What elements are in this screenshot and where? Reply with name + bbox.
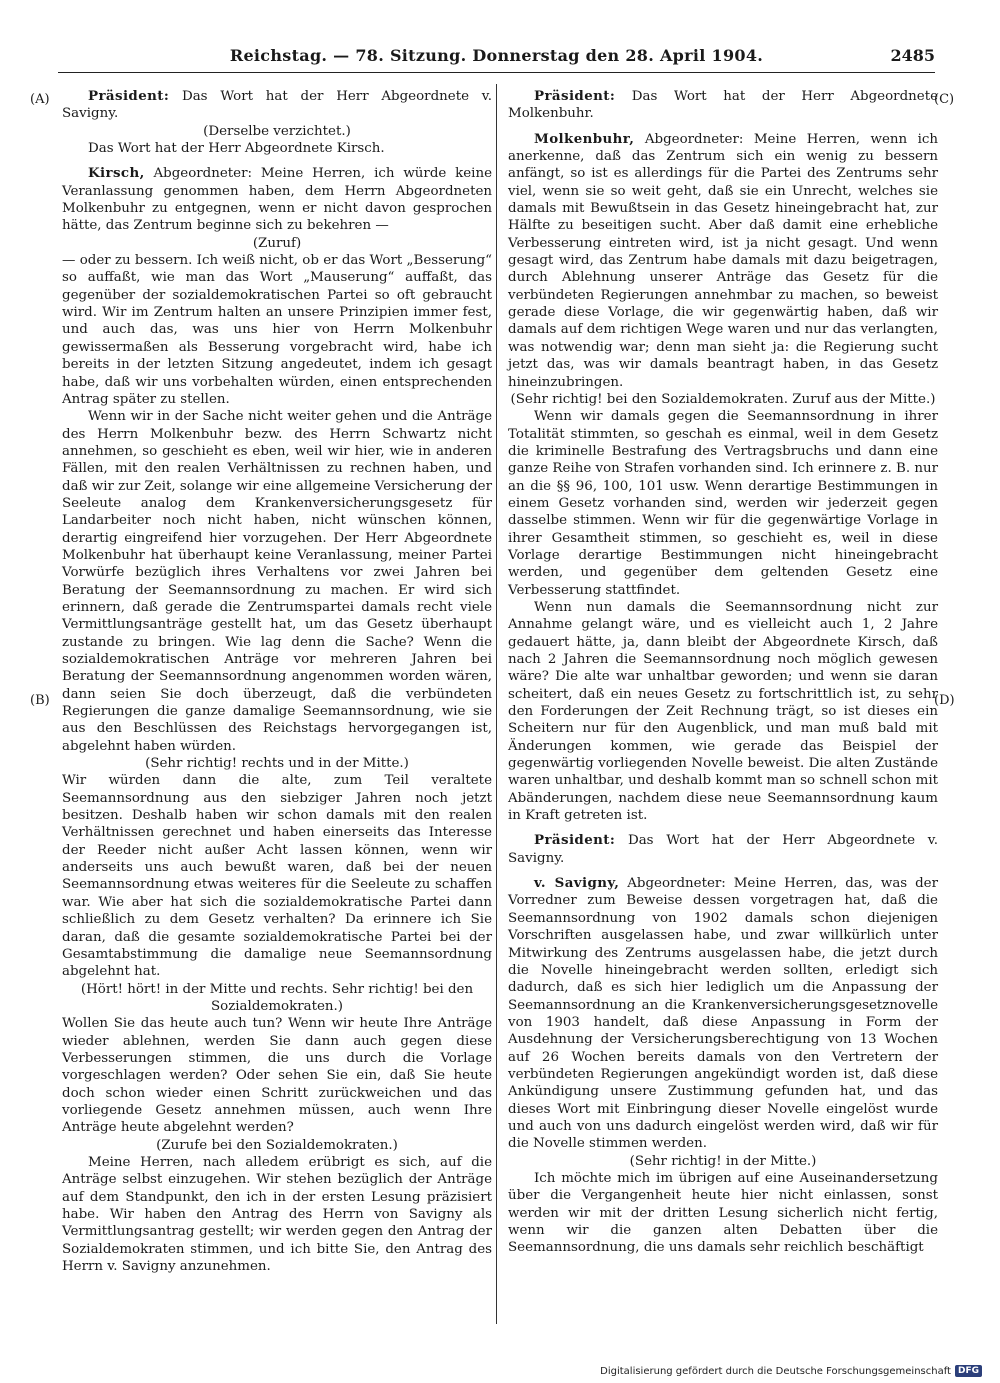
paragraph: Kirsch, Abgeordneter: Meine Herren, ich würde keine Veranlassung genommen haben, dem Herrn Abgeordneten Molkenbuhr zu entgegnen, wenn er nicht davon gesprochen hätte, das Zentrum beginne sich zu bekehren — <box>62 165 492 234</box>
paragraph: Meine Herren, nach alledem erübrigt es sich, auf die Anträge selbst einzugehen. Wir stehen bezüglich der Anträge auf dem Standpunkt, den ich in der ersten Lesung präzisiert habe. Wir haben den Antrag des Herrn von Savigny als Vermittlungsantrag gestellt; wir werden gegen den Antrag der Sozialdemokraten stimmen, und ich bitte Sie, den Antrag des Herrn v. Savigny anzunehmen. <box>62 1154 492 1275</box>
interjection: (Zuruf) <box>252 235 302 251</box>
paragraph: — oder zu bessern. Ich weiß nicht, ob er das Wort „Besserung“ so auffaßt, wie man das Wort „Mauserung“ auffaßt, das gegenüber der sozialdemokratischen Partei so oft gebraucht wird. Wir im Zentrum halten an unsere Prinzipien immer fest, und auch das, was uns hier von Herrn Molkenbuhr gewissermaßen als Besserung vorgebracht wird, habe ich bereits in der letzten Sitzung angedeutet, indem ich gesagt habe, daß wir uns vorbehalten würden, einen entsprechenden Antrag später zu stellen. <box>62 253 492 407</box>
speaker-name: Präsident: <box>534 832 616 849</box>
speaker-name: Präsident: <box>88 88 170 104</box>
paragraph: Präsident: Das Wort hat der Herr Abgeordnete Molkenbuhr. <box>508 88 938 122</box>
margin-marker-d: (D) <box>934 693 955 708</box>
footer-credit: Digitalisierung gefördert durch die Deutsche Forschungsgemeinschaft <box>600 1365 951 1377</box>
interjection: (Derselbe verzichtet.) <box>203 123 351 139</box>
left-column <box>62 88 492 1275</box>
interjection: (Hört! hört! in der Mitte und rechts. Sehr richtig! bei den Sozialdemokraten.) <box>80 981 474 1014</box>
speaker-name: Präsident: <box>534 88 616 104</box>
paragraph: Wenn nun damals die Seemannsordnung nicht zur Annahme gelangt wäre, und es vielleicht auch 1, 2 Jahre gedauert hätte, ja, dann bleibt der Abgeordnete Kirsch, daß nach 2 Jahren die Seemannsordnung noch möglich gewesen wäre? Die alte war unhaltbar geworden; und wenn sie daran scheitert, daß ein neues Gesetz zu fortschrittlich ist, zu sehr den Forderungen der Zeit Rechnung trägt, so ist dieses ein Scheitern nur für den Augenblick, und man muß bald mit Änderungen kommen, wie gerade das Beispiel der gegenwärtig vorliegenden Novelle beweist. Die alten Zustände waren unhaltbar, und deshalb kommt man so schnell schon mit Abänderungen, nachdem diese neue Seemannsordnung kaum in Kraft getreten ist. <box>508 599 938 824</box>
page-header <box>58 42 935 73</box>
paragraph: Präsident: Das Wort hat der Herr Abgeordnete v. Savigny. <box>62 88 492 122</box>
dfg-logo: DFG <box>955 1365 982 1377</box>
speaker-name: v. Savigny, <box>534 875 620 892</box>
margin-marker-a: (A) <box>30 92 50 107</box>
paragraph: Molkenbuhr, Abgeordneter: Meine Herren, wenn ich anerkenne, daß das Zentrum sich ein wenig zu bessern anfängt, so ist es allerdings für die Partei des Zentrums sehr viel, wenn sie so weit geht, daß sie ein Unrecht, welches sie damals mit Bewußtsein in das Gesetz hineingebracht hat, zur Hälfte zu beseitigen sucht. Aber daß damit eine erhebliche Verbesserung eintreten wird, ist ja nicht gesagt. Und wenn gesagt wird, das Zentrum habe damals mit dazu beigetragen, durch Ablehnung unserer Anträge das Gesetz für die verbündeten Regierungen annehmbar zu machen, so beweist gerade diese Vorlage, die wir gegenwärtig haben, daß wir damals auf dem richtigen Wege waren und nur das verlangten, was notwendig war; denn man sieht ja: die Regierung sucht jetzt das, was wir damals beantragt haben, in das Gesetz hineinzubringen. <box>508 130 938 390</box>
paragraph: Wir würden dann die alte, zum Teil veraltete Seemannsordnung aus den siebziger Jahren noch jetzt besitzen. Deshalb haben wir schon damals mit den realen Verhältnissen gerechnet und haben einerseits das Interesse der Reeder nicht außer Acht lassen können, wenn wir anderseits uns auch bewußt waren, daß bei der neuen Seemannsordnung etwas weiteres für die Seeleute zu schaffen war. Wie aber hat sich die sozialdemokratische Partei dann schließlich zu dem Gesetz verhalten? Da erinnere ich Sie daran, daß die gesamte sozialdemokratische Partei bei der Gesamtabstimmung die damalige neue Seemannsordnung abgelehnt hat. <box>62 773 492 980</box>
interjection: (Sehr richtig! rechts und in der Mitte.) <box>145 756 409 772</box>
paragraph: Wenn wir in der Sache nicht weiter gehen und die Anträge des Herrn Molkenbuhr bezw. des Herrn Schwartz nicht annehmen, so geschieht es eben, weil wir hier, wie in anderen Fällen, mit den realen Verhältnissen zu rechnen haben, und daß wir zur Zeit, solange wir eine allgemeine Versicherung der Seeleute analog dem Krankenversicherungsgesetz für Landarbeiter noch nicht haben, nicht wünschen können, derartig eingreifend hier vorzugehen. Der Herr Abgeordnete Molkenbuhr hat überhaupt keine Veranlassung, meiner Partei Vorwürfe bezüglich ihres Verhaltens vor zwei Jahren bei Beratung der Seemannsordnung zu machen. Er wird sich erinnern, daß gerade die Zentrumspartei damals recht viele Vermittlungsanträge gestellt hat, um das Gesetz überhaupt zustande zu bringen. Wie lag denn die Sache? Wenn die sozialdemokratischen Anträge vor mehreren Jahren bei Beratung der Seemannsordnung angenommen worden wären, dann seien Sie doch überzeugt, daß die verbündeten Regierungen die ganze damalige Seemannsordnung, wie sie aus den Beschlüssen des Reichstags hervorgegangen ist, abgelehnt haben würden. <box>62 409 492 754</box>
paragraph: Wollen Sie das heute auch tun? Wenn wir heute Ihre Anträge wieder ablehnen, werden Sie dann auch gegen diese Verbesserungen stimmen, die uns durch die Vorlage vorgeschlagen werden? Oder sehen Sie ein, daß Sie heute doch schon wieder einen Schritt zurückweichen und das vorliegende Gesetz annehmen müssen, auch wenn Ihre Anträge heute abgelehnt werden? <box>62 1016 492 1136</box>
footer <box>600 1365 982 1377</box>
page-number: 2485 <box>890 46 935 65</box>
margin-marker-b: (B) <box>30 693 50 708</box>
running-head: Reichstag. — 78. Sitzung. Donnerstag den 28. April 1904. <box>229 46 764 65</box>
margin-marker-c: (C) <box>934 92 955 107</box>
paragraph: Präsident: Das Wort hat der Herr Abgeordnete v. Savigny. <box>508 832 938 866</box>
right-column <box>508 88 938 1257</box>
interjection: (Sehr richtig! bei den Sozialdemokraten. Zuruf aus der Mitte.) <box>510 391 936 407</box>
paragraph: Ich möchte mich im übrigen auf eine Auseinandersetzung über die Vergangenheit heute hier nicht einlassen, sonst werden wir mit der dritten Lesung sicherlich nicht fertig, wenn wir die ganzen alten Debatten über die Seemannsordnung, die uns damals sehr reichlich beschäftigt <box>508 1170 938 1256</box>
speaker-name: Kirsch, <box>88 165 145 182</box>
paragraph: Wenn wir damals gegen die Seemannsordnung in ihrer Totalität stimmten, so geschah es einmal, weil in dem Gesetz die kriminelle Bestrafung des Vertragsbruchs und dann eine ganze Reihe von Strafen vorhanden sind. Ich erinnere z. B. nur an die §§ 96, 100, 101 usw. Wenn derartige Bestimmungen in einem Gesetz vorhanden sind, werden wir jederzeit gegen dasselbe stimmen. Wenn wir für die gegenwärtige Vorlage in ihrer Gesamtheit stimmen, so geschieht es, weil in diese Vorlage derartige Bestimmungen nicht hineingebracht werden, und gegenüber dem geltenden Gesetz eine Verbesserung stattfindet. <box>508 409 938 598</box>
paragraph: Das Wort hat der Herr Abgeordnete Kirsch. <box>88 141 385 157</box>
interjection: (Zurufe bei den Sozialdemokraten.) <box>156 1137 398 1153</box>
column-divider <box>496 84 497 1324</box>
paragraph: v. Savigny, Abgeordneter: Meine Herren, das, was der Vorredner zum Beweise dessen vorgetragen hat, daß die Seemannsordnung von 1902 damals schon diejenigen Vorschriften ausgelassen habe, und zwar willkürlich unter Mitwirkung des Zentrums ausgelassen habe, die jetzt durch die Novelle hineingebracht werden sollten, erledigt sich dadurch, daß es sich hier lediglich um die Anpassung der Seemannsordnung an die Krankenversicherungsgesetznovelle von 1903 handelt, daß diese Anpassung in Form der Ausdehnung der Versicherungsberechtigung von 13 Wochen auf 26 Wochen bereits damals von den Vertretern der verbündeten Regierungen angekündigt worden ist, daß diese Ankündigung unsere Zustimmung gefunden hat, und das dieses Wort mit Einbringung dieser Novelle eingelöst wurde und auch von uns dadurch eingelöst werden wird, daß wir für die Novelle stimmen werden. <box>508 875 938 1152</box>
interjection: (Sehr richtig! in der Mitte.) <box>629 1153 817 1169</box>
speaker-name: Molkenbuhr, <box>534 130 635 147</box>
